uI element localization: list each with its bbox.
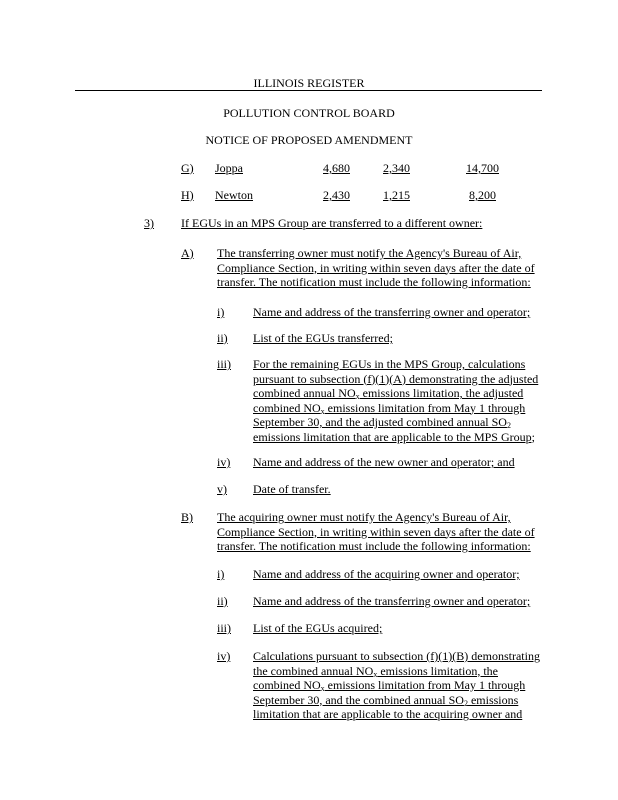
subitem-label: iii) xyxy=(217,357,231,371)
item-b-label: B) xyxy=(181,510,193,524)
item-a-text: The transferring owner must notify the Agency's Bureau of Air, Compliance Section, in writing within seven days after the date of transfer. The notification must include the following information: xyxy=(217,246,535,289)
header-rule xyxy=(75,90,542,91)
subitem-text: Calculations pursuant to subsection (f)(1)(B) demonstrating the combined annual $NO_x$ emissions limitation, the combined $NO_x$ emissions limitation from May 1 through September 30, and the combined annual $SO_2$ emissions limitation that are applicable to the acquiring owner and xyxy=(253,649,540,721)
subitem-text: List of the EGUs transferred; xyxy=(253,331,393,345)
subitem-label: iv) xyxy=(217,649,231,663)
value-2: 1,215 xyxy=(383,188,410,202)
subitem-text: Name and address of the acquiring owner and operator; xyxy=(253,567,520,581)
value-2: 2,340 xyxy=(383,161,410,175)
subitem-label: ii) xyxy=(217,594,228,608)
plant-name: Joppa xyxy=(215,161,243,175)
subitem-label: iv) xyxy=(217,455,231,469)
value-3: 14,700 xyxy=(466,161,499,175)
subitem-text: Name and address of the transferring owner and operator; xyxy=(253,305,531,319)
board-title: POLLUTION CONTROL BOARD xyxy=(223,106,395,120)
subitem-text: Name and address of the transferring owner and operator; xyxy=(253,594,531,608)
subitem-text: List of the EGUs acquired; xyxy=(253,621,383,635)
subitem-label: i) xyxy=(217,305,225,319)
section-3-label: 3) xyxy=(144,216,154,230)
subitem-text: Name and address of the new owner and operator; and xyxy=(253,455,515,469)
value-1: 4,680 xyxy=(323,161,350,175)
subitem-label: iii) xyxy=(217,621,231,635)
register-title: ILLINOIS REGISTER xyxy=(253,76,365,90)
value-1: 2,430 xyxy=(323,188,350,202)
notice-title: NOTICE OF PROPOSED AMENDMENT xyxy=(205,133,413,147)
subitem-text: For the remaining EGUs in the MPS Group, calculations pursuant to subsection (f)(1)(A) demonstrating the adjusted combined annual $NO_x$ emissions limitation, the adjusted combined $NO_x$ emissions limitation from May 1 through September 30, and the adjusted combined annual $SO_2$ emissions limitation that are applicable to the MPS Group; xyxy=(253,357,539,444)
row-label: G) xyxy=(181,161,194,175)
subitem-text: Date of transfer. xyxy=(253,482,331,496)
plant-name: Newton xyxy=(215,188,253,202)
item-a-label: A) xyxy=(181,246,194,260)
item-b-text: The acquiring owner must notify the Agency's Bureau of Air, Compliance Section, in writing within seven days after the date of transfer. The notification must include the following information: xyxy=(217,510,535,553)
section-3-text: If EGUs in an MPS Group are transferred to a different owner: xyxy=(181,216,483,230)
subitem-label: v) xyxy=(217,482,227,496)
subitem-label: i) xyxy=(217,567,225,581)
value-3: 8,200 xyxy=(469,188,496,202)
subitem-label: ii) xyxy=(217,331,228,345)
row-label: H) xyxy=(181,188,194,202)
